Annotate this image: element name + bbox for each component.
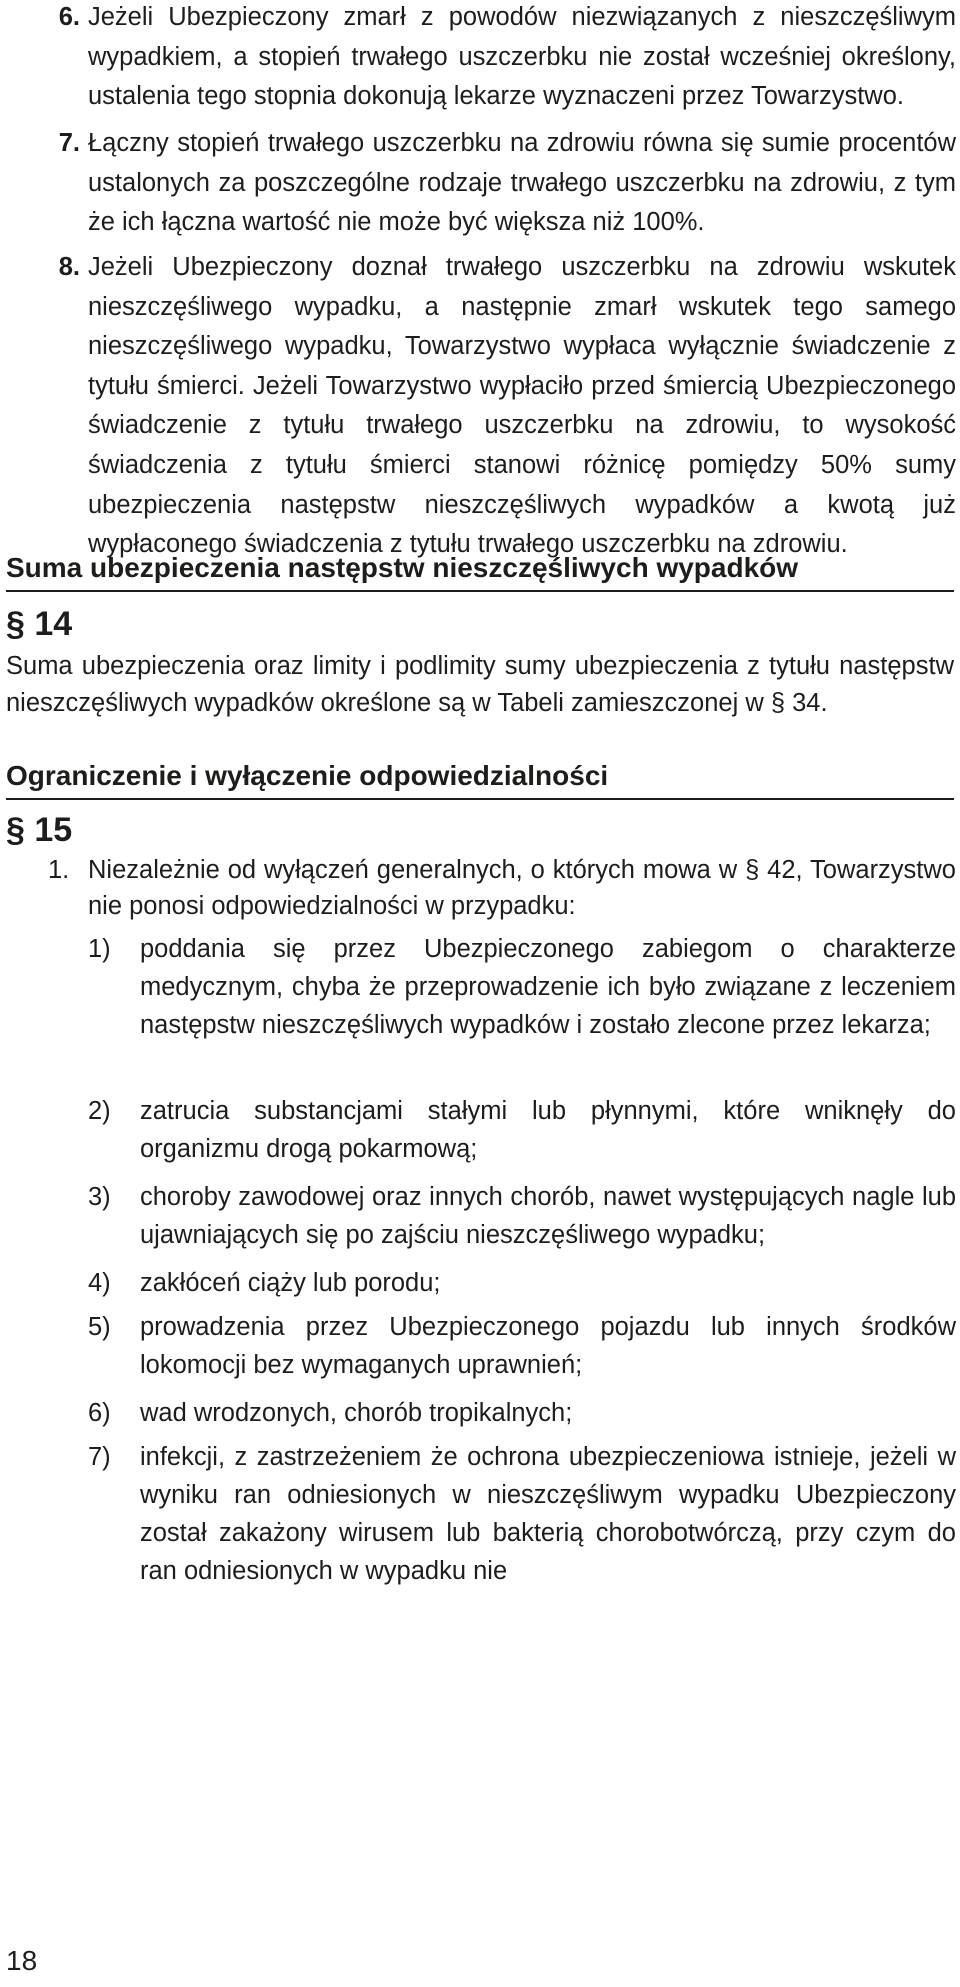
section-14-text: Suma ubezpieczenia oraz limity i podlimity sumy ubezpieczenia z tytułu następstw nieszczęśliwych wypadków określone są w Tabeli zamieszczonej w § 34. xyxy=(6,652,954,717)
item-number: 1) xyxy=(88,935,111,963)
item-text: wad wrodzonych, chorób tropikalnych; xyxy=(140,1399,573,1427)
item-number: 6) xyxy=(88,1399,111,1427)
point-7 xyxy=(58,124,956,243)
section-sign-15: § 15 xyxy=(6,811,73,849)
point-text: Łączny stopień trwałego uszczerbku na zdrowiu równa się sumie procentów ustalonych za poszczególne rodzaje trwałego uszczerbku na zdrowiu, z tym że ich łączna wartość nie może być większa niż 100%. xyxy=(88,129,956,237)
point-text: Jeżeli Ubezpieczony zmarł z powodów niezwiązanych z nieszczęśliwym wypadkiem, a stopień trwałego uszczerbku nie został wcześniej określony, ustalenia tego stopnia dokonują lekarze wyznaczeni przez Towarzystwo. xyxy=(88,3,956,111)
page-number: 18 xyxy=(6,1945,38,1976)
item-text: zatrucia substancjami stałymi lub płynnymi, które wniknęły do organizmu drogą pokarmową; xyxy=(140,1097,956,1163)
exclusion-item-2 xyxy=(88,1092,956,1168)
item-text: infekcji, z zastrzeżeniem że ochrona ubezpieczeniowa istnieje, jeżeli w wyniku ran odniesionych w nieszczęśliwym wypadku Ubezpieczony został zakażony wirusem lub bakterią chorobotwórczą, przy czym do ran odniesionych w wypadku nie xyxy=(140,1443,956,1585)
section-heading-liability-limits: Ograniczenie i wyłączenie odpowiedzialności xyxy=(6,758,954,800)
item-number: 2) xyxy=(88,1097,111,1125)
point-8 xyxy=(58,248,956,565)
clause-text: Niezależnie od wyłączeń generalnych, o których mowa w § 42, Towarzystwo nie ponosi odpowiedzialności w przypadku: xyxy=(88,856,956,920)
clause-1 xyxy=(48,852,956,924)
point-text: Jeżeli Ubezpieczony doznał trwałego uszczerbku na zdrowiu wskutek nieszczęśliwego wypadku, a następnie zmarł wskutek tego samego nieszczęśliwego wypadku, Towarzystwo wypłaca wyłącznie świadczenie z tytułu śmierci. Jeżeli Towarzystwo wypłaciło przed śmiercią Ubezpieczonego świadczenie z tytułu trwałego uszczerbku na zdrowiu, to wysokość świadczenia z tytułu śmierci stanowi różnicę pomiędzy 50% sumy ubezpieczenia następstw nieszczęśliwych wypadków a kwotą już wypłaconego świadczenia z tytułu trwałego uszczerbku na zdrowiu. xyxy=(88,253,956,559)
point-6 xyxy=(58,0,956,117)
exclusion-item-7 xyxy=(88,1438,956,1590)
item-text: prowadzenia przez Ubezpieczonego pojazdu lub innych środków lokomocji bez wymaganych uprawnień; xyxy=(140,1313,956,1379)
point-number: 8. xyxy=(58,253,80,281)
exclusion-item-5 xyxy=(88,1308,956,1384)
exclusion-item-4 xyxy=(88,1264,956,1302)
item-number: 3) xyxy=(88,1183,111,1211)
item-number: 5) xyxy=(88,1313,111,1341)
item-number: 4) xyxy=(88,1269,111,1297)
section-sign-14: § 14 xyxy=(6,605,73,643)
exclusion-item-6 xyxy=(88,1394,956,1432)
point-number: 6. xyxy=(58,3,80,31)
section-heading-sum-insured: Suma ubezpieczenia następstw nieszczęśliwych wypadków xyxy=(6,550,954,592)
item-text: poddania się przez Ubezpieczonego zabiegom o charakterze medycznym, chyba że przeprowadzenie ich było związane z leczeniem następstw nieszczęśliwych wypadków i zostało zlecone przez lekarza; xyxy=(140,935,956,1039)
point-number: 7. xyxy=(58,129,80,157)
exclusion-item-3 xyxy=(88,1178,956,1254)
item-number: 7) xyxy=(88,1443,111,1471)
item-text: zakłóceń ciąży lub porodu; xyxy=(140,1269,441,1297)
item-text: choroby zawodowej oraz innych chorób, nawet występujących nagle lub ujawniających się po zajściu nieszczęśliwego wypadku; xyxy=(140,1183,956,1249)
exclusion-item-1 xyxy=(88,930,956,1044)
clause-number: 1. xyxy=(48,856,70,884)
